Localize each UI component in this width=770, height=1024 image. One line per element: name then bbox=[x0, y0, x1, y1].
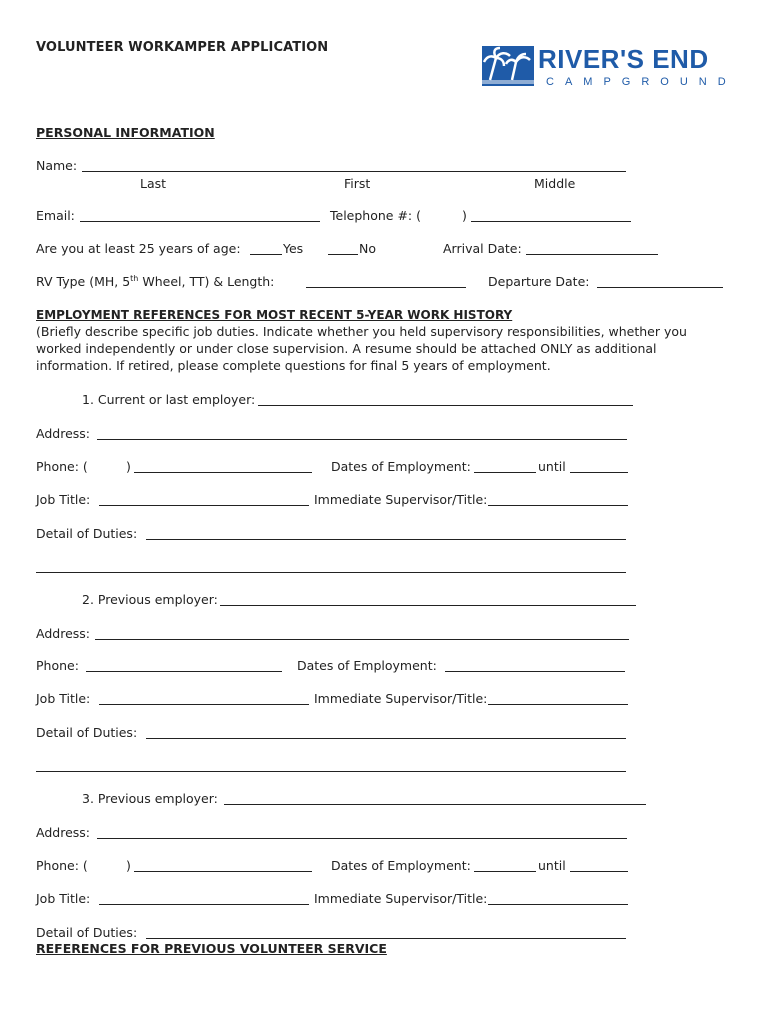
logo-sub-text: CAMPGROUND bbox=[546, 76, 737, 88]
employer2-phone-field[interactable] bbox=[86, 671, 282, 672]
departure-date-label: Departure Date: bbox=[488, 274, 590, 289]
rv-type-field[interactable] bbox=[306, 287, 466, 288]
name-middle-caption: Middle bbox=[534, 176, 576, 191]
employer1-phone-paren: ) bbox=[126, 459, 131, 474]
employer1-job-title-label: Job Title: bbox=[36, 492, 91, 507]
employer3-phone-label: Phone: ( bbox=[36, 858, 88, 873]
palm-tree-icon bbox=[482, 44, 534, 88]
employer3-address-field[interactable] bbox=[97, 838, 627, 839]
employer3-phone-field[interactable] bbox=[134, 871, 312, 872]
logo-main-text: RIVER'S END bbox=[538, 44, 709, 74]
employer3-start-date-field[interactable] bbox=[474, 871, 536, 872]
employer1-duties-field-2[interactable] bbox=[36, 572, 626, 573]
email-label: Email: bbox=[36, 208, 75, 223]
employer1-start-date-field[interactable] bbox=[474, 472, 536, 473]
employer2-phone-label: Phone: bbox=[36, 658, 79, 673]
employer2-supervisor-field[interactable] bbox=[488, 704, 628, 705]
employer1-supervisor-label: Immediate Supervisor/Title: bbox=[314, 492, 488, 507]
employer3-phone-paren: ) bbox=[126, 858, 131, 873]
employer2-dates-label: Dates of Employment: bbox=[297, 658, 437, 673]
employer1-field[interactable] bbox=[258, 405, 633, 406]
name-label: Name: bbox=[36, 158, 78, 173]
employer3-label: 3. Previous employer: bbox=[82, 791, 218, 806]
employer1-duties-field[interactable] bbox=[146, 539, 626, 540]
employer3-supervisor-label: Immediate Supervisor/Title: bbox=[314, 891, 488, 906]
page-title: VOLUNTEER WORKAMPER APPLICATION bbox=[36, 40, 329, 55]
name-field[interactable] bbox=[82, 171, 626, 172]
employer2-supervisor-label: Immediate Supervisor/Title: bbox=[314, 691, 488, 706]
arrival-date-field[interactable] bbox=[526, 254, 658, 255]
employer1-label: 1. Current or last employer: bbox=[82, 392, 256, 407]
campground-logo bbox=[482, 44, 737, 90]
employer3-dates-label: Dates of Employment: bbox=[331, 858, 471, 873]
age-no-label: No bbox=[359, 241, 376, 256]
employer1-address-field[interactable] bbox=[97, 439, 627, 440]
employer2-field[interactable] bbox=[220, 605, 636, 606]
name-last-caption: Last bbox=[140, 176, 167, 191]
employer1-phone-label: Phone: ( bbox=[36, 459, 88, 474]
employer3-field[interactable] bbox=[224, 804, 646, 805]
employment-instructions: (Briefly describe specific job duties. Indicate whether you held supervisory responsibilities, whether you worked independently or under close supervision. A resume should be attached ONLY as additional information. If retired, please complete questions for final 5 years of employment. bbox=[36, 324, 687, 373]
employer2-duties-field[interactable] bbox=[146, 738, 626, 739]
employer1-duties-label: Detail of Duties: bbox=[36, 526, 138, 541]
rv-type-label: RV Type (MH, 5th Wheel, TT) & Length: bbox=[36, 274, 275, 290]
arrival-date-label: Arrival Date: bbox=[443, 241, 522, 256]
volunteer-references-heading: REFERENCES FOR PREVIOUS VOLUNTEER SERVICE bbox=[36, 941, 387, 956]
age-yes-field[interactable] bbox=[250, 254, 282, 255]
age-no-field[interactable] bbox=[328, 254, 358, 255]
name-first-caption: First bbox=[344, 176, 371, 191]
employer1-supervisor-field[interactable] bbox=[488, 505, 628, 506]
email-field[interactable] bbox=[80, 221, 320, 222]
employer1-dates-label: Dates of Employment: bbox=[331, 459, 471, 474]
employer2-address-label: Address: bbox=[36, 626, 90, 641]
employer2-label: 2. Previous employer: bbox=[82, 592, 218, 607]
telephone-label: Telephone #: ( bbox=[330, 208, 421, 223]
employer3-address-label: Address: bbox=[36, 825, 90, 840]
age-yes-label: Yes bbox=[283, 241, 304, 256]
employer1-address-label: Address: bbox=[36, 426, 90, 441]
employer2-job-title-label: Job Title: bbox=[36, 691, 91, 706]
employer1-until-label: until bbox=[538, 459, 566, 474]
employer2-job-title-field[interactable] bbox=[99, 704, 309, 705]
personal-info-heading: PERSONAL INFORMATION bbox=[36, 125, 215, 140]
employer2-address-field[interactable] bbox=[95, 639, 629, 640]
employer3-supervisor-field[interactable] bbox=[488, 904, 628, 905]
employer3-duties-field[interactable] bbox=[146, 938, 626, 939]
telephone-field[interactable] bbox=[471, 221, 631, 222]
employer3-duties-label: Detail of Duties: bbox=[36, 925, 138, 940]
age-question: Are you at least 25 years of age: bbox=[36, 241, 241, 256]
employer3-job-title-field[interactable] bbox=[99, 904, 309, 905]
employer1-end-date-field[interactable] bbox=[570, 472, 628, 473]
employer2-duties-label: Detail of Duties: bbox=[36, 725, 138, 740]
employer3-until-label: until bbox=[538, 858, 566, 873]
telephone-paren: ) bbox=[462, 208, 467, 223]
employer3-end-date-field[interactable] bbox=[570, 871, 628, 872]
employer2-dates-field[interactable] bbox=[445, 671, 625, 672]
departure-date-field[interactable] bbox=[597, 287, 723, 288]
employer2-duties-field-2[interactable] bbox=[36, 771, 626, 772]
employer1-job-title-field[interactable] bbox=[99, 505, 309, 506]
employer1-phone-field[interactable] bbox=[134, 472, 312, 473]
employment-heading: EMPLOYMENT REFERENCES FOR MOST RECENT 5-YEAR WORK HISTORY bbox=[36, 308, 513, 322]
employer3-job-title-label: Job Title: bbox=[36, 891, 91, 906]
